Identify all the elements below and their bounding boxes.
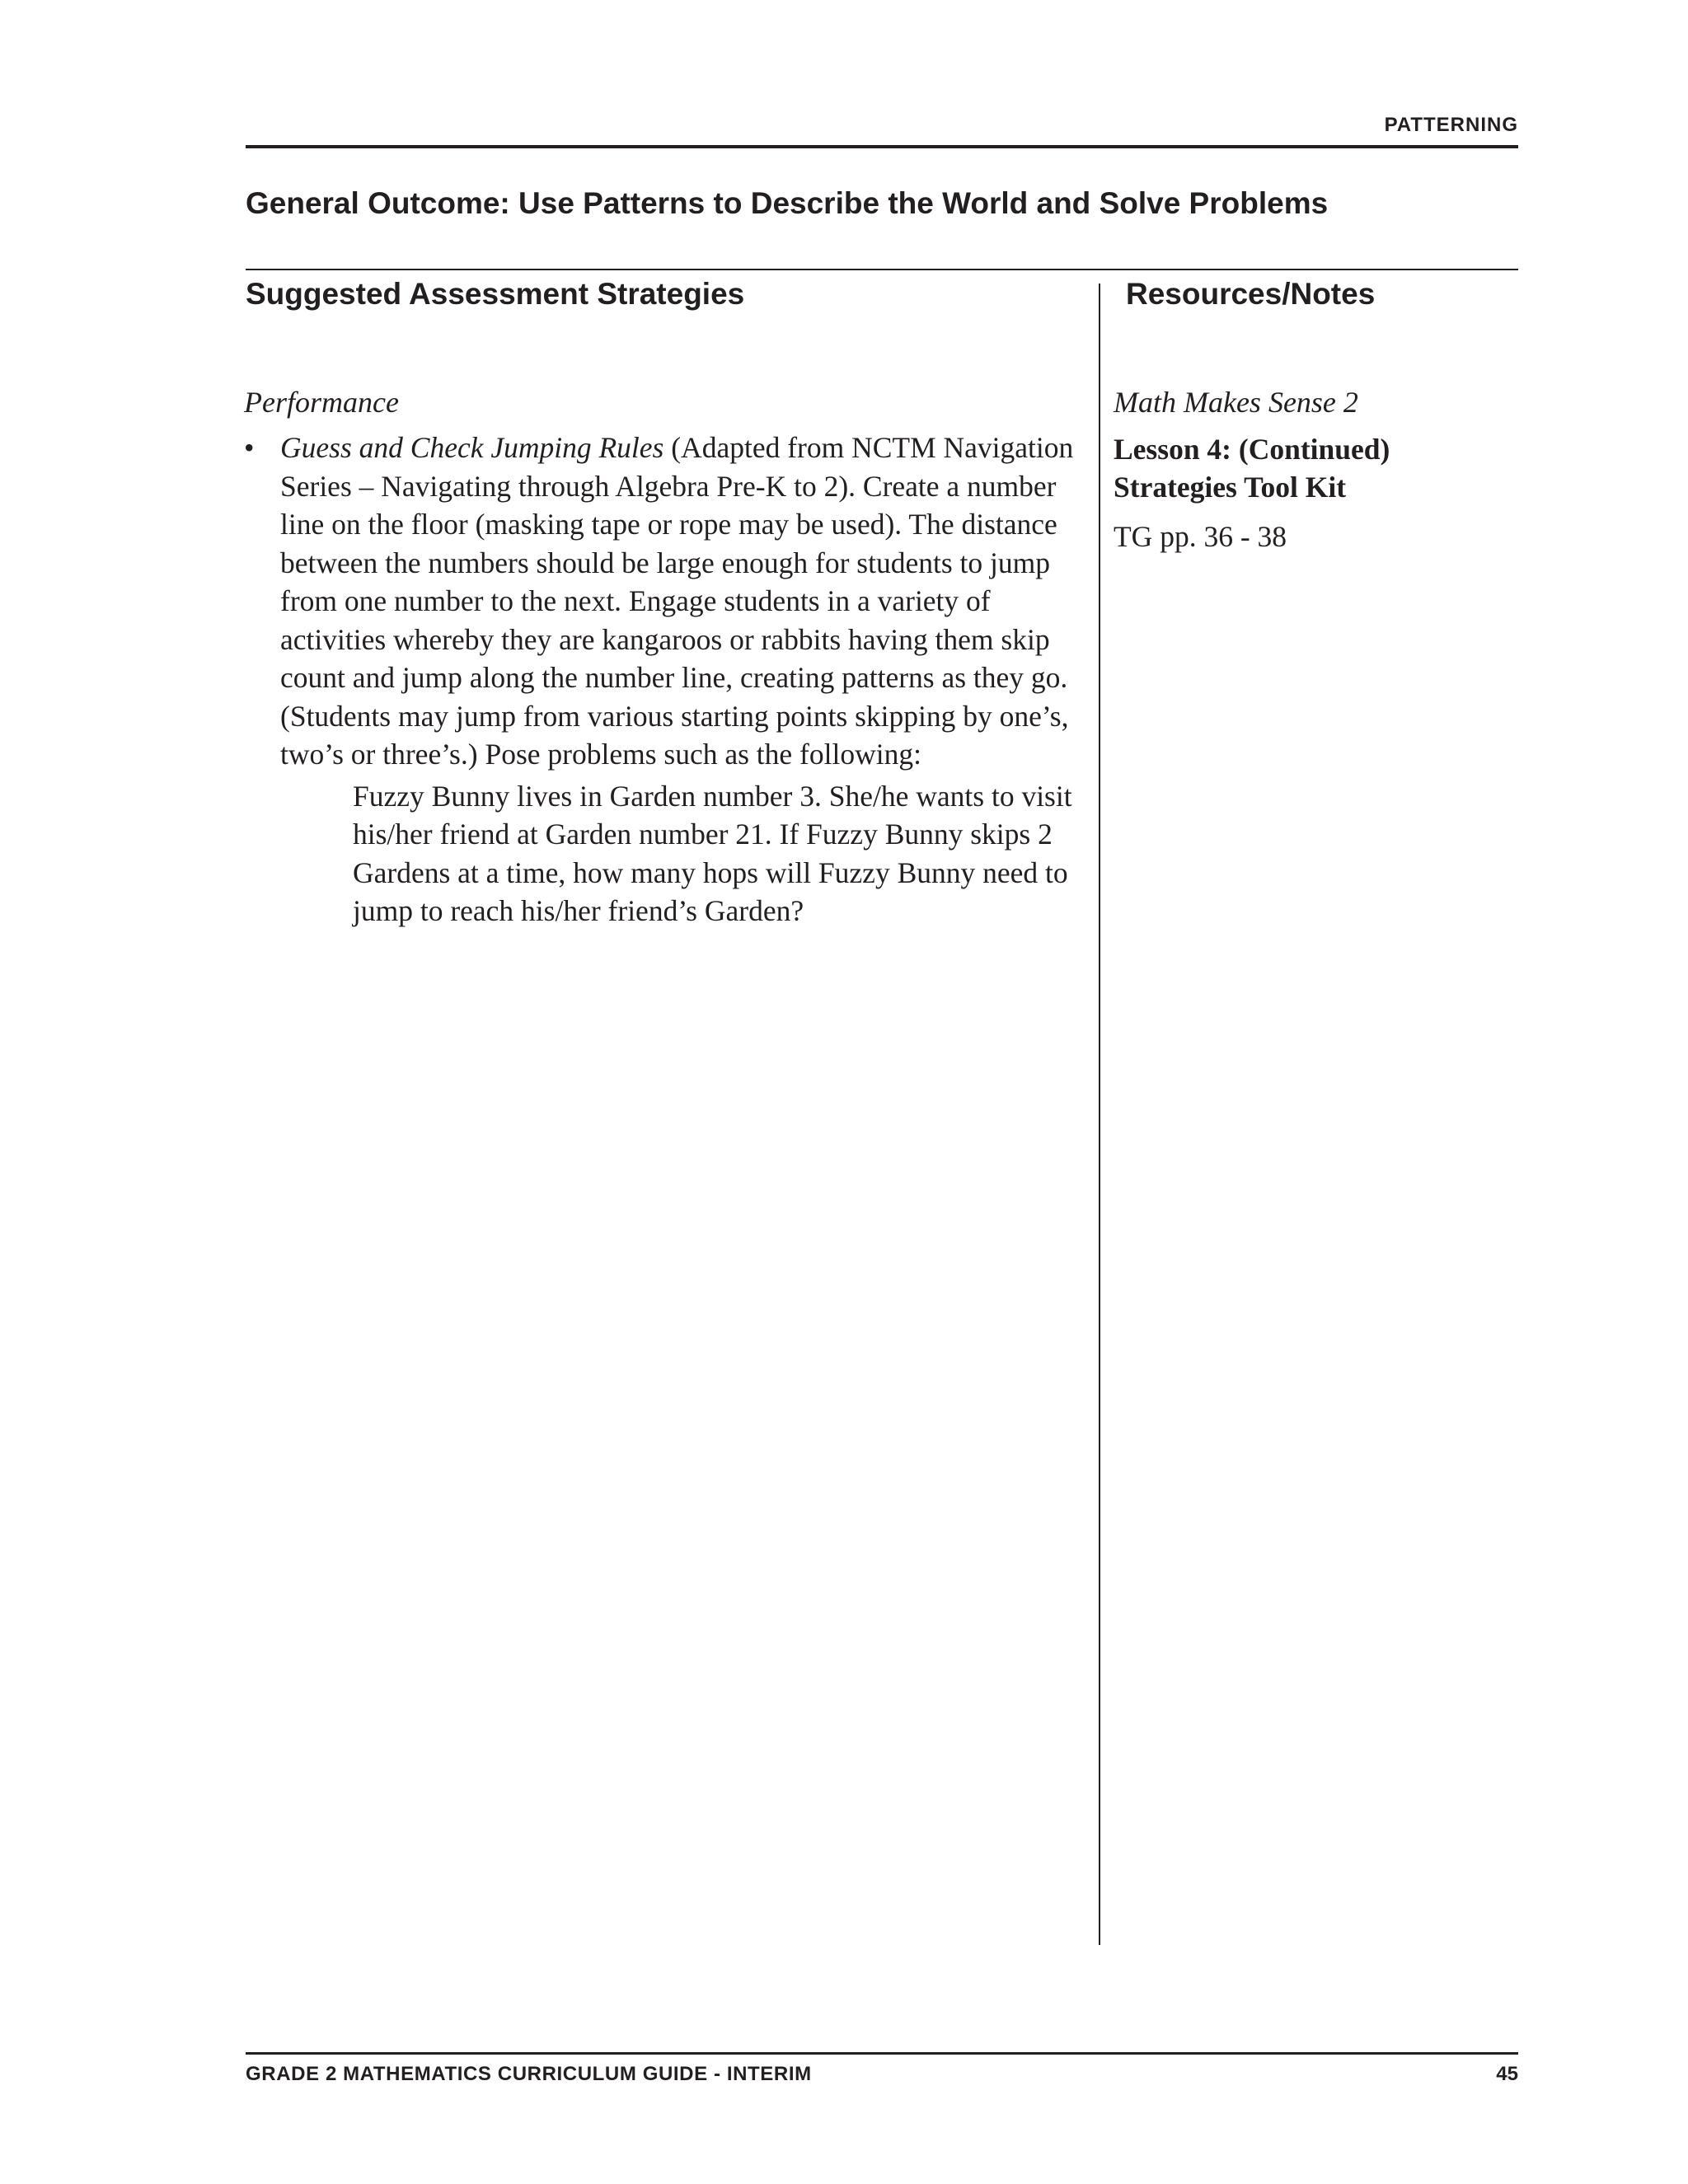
activity-description: (Adapted from NCTM Navigation Series – Navigating through Algebra Pre-K to 2). Create a number line on the floor (masking tape or rope may be used). The distance between the numbers should be large enough for students to jump from one number to the next. Engage students in a variety of activities whereby they are kangaroos or rabbits having them skip count and jump along the number line, creating patterns as they go. (Students may jump from various starting points skipping by one’s, two’s or three’s.) Pose problems such as the following: xyxy=(280,431,1074,771)
resources-notes-heading: Resources/Notes xyxy=(1126,277,1376,311)
activity-title: Guess and Check Jumping Rules xyxy=(280,431,664,464)
column-divider xyxy=(1099,284,1100,1945)
resource-pages: TG pp. 36 - 38 xyxy=(1114,520,1287,553)
performance-label: Performance xyxy=(244,386,399,419)
resources-column xyxy=(1114,382,1517,555)
sample-problem: Fuzzy Bunny lives in Garden number 3. She/he wants to visit his/her friend at Garden number 21. If Fuzzy Bunny skips 2 Gardens at a time, how many hops will Fuzzy Bunny need to jump to reach his/her friend’s Garden? xyxy=(353,779,1072,927)
bullet-icon: • xyxy=(244,431,255,464)
section-label: PATTERNING xyxy=(1384,114,1518,136)
section-rule xyxy=(246,269,1518,270)
assessment-strategies-heading: Suggested Assessment Strategies xyxy=(246,277,745,311)
resource-title: Math Makes Sense 2 xyxy=(1114,386,1358,419)
assessment-column xyxy=(244,382,1085,930)
page-number: 45 xyxy=(1496,2063,1518,2085)
resource-lesson: Lesson 4: (Continued) Strategies Tool Kit xyxy=(1114,433,1390,504)
bottom-rule xyxy=(246,2052,1518,2055)
assessment-bullet xyxy=(244,429,1085,774)
general-outcome-heading: General Outcome: Use Patterns to Describe the World and Solve Problems xyxy=(246,186,1329,220)
footer-guide-title: GRADE 2 MATHEMATICS CURRICULUM GUIDE - INTERIM xyxy=(246,2063,812,2085)
top-rule xyxy=(246,145,1518,148)
